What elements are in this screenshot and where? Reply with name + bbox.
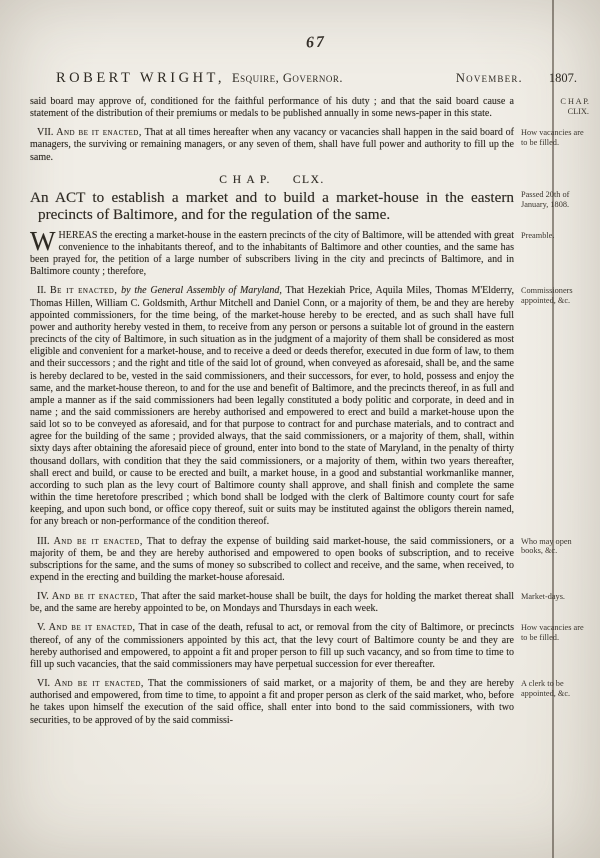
enacting-clause: And be it enacted, <box>48 622 136 634</box>
governor-title: Esquire, Governor. <box>231 71 344 85</box>
margin-note-vacancies-filled: How vacancies are to be filled. <box>521 623 584 643</box>
section-body: That after the said market-house shall be built, the days for holding the market thereat shall be, and the same are hereby appointed to be, on Mondays and Thursdays in each week. <box>30 591 515 615</box>
prev-chapter-body: said board may approve of, conditioned for the faithful performance of his duty ; and that the said board cause a statement of the distribution of their premiums or medals to be published annually in some news-paper in this state. <box>30 96 514 120</box>
section-vi-paragraph <box>30 678 571 727</box>
section-number: III. <box>37 535 50 547</box>
margin-note-chap-clix: C H A P. CLIX. <box>560 97 589 116</box>
prev-chapter-closing-paragraph <box>30 96 589 120</box>
running-head <box>30 70 577 87</box>
chapter-label: C H A P. <box>219 173 271 186</box>
enacting-clause: And be it enacted, <box>56 127 142 139</box>
margin-note-vacancies: How vacancies are to be filled. <box>521 128 584 148</box>
enacting-clause: And be it enacted, <box>51 591 139 603</box>
margin-note-preamble: Preamble. <box>521 230 555 240</box>
section-iii-paragraph <box>30 535 572 585</box>
section-v-paragraph <box>30 622 584 671</box>
section-ii-paragraph <box>30 285 573 528</box>
section-iv-paragraph <box>30 591 566 615</box>
text-column <box>30 70 589 734</box>
enacting-authority: by the General Assembly of Maryland, <box>121 285 282 297</box>
page-number: 67 <box>305 33 327 52</box>
section-number: VII. <box>37 127 54 139</box>
section-number: II. <box>37 285 47 297</box>
preamble-first-word: HEREAS <box>58 229 98 241</box>
preamble-paragraph <box>30 225 555 279</box>
margin-note-passed-date: Passed 20th of January, 1808. <box>521 189 570 209</box>
dropcap-letter: W <box>30 225 56 256</box>
enacting-clause: And be it enacted, <box>54 678 144 690</box>
section-body: That the commissioners of said market, or a majority of them, be and they are hereby authorised and empowered, from time to time, to appoint a fit and proper person as clerk of the said market, who, before he takes upon himself the execution of the said office, shall enter into bond to the said commissioners, with two securities, to be approved of by the said commissi- <box>30 678 514 726</box>
section-body: That Hezekiah Price, Aquila Miles, Thomas M'Elderry, Thomas Hillen, William C. Goldsmith, Arthur Mitchell and Daniel Conn, or a majority of them, be and they are hereby appointed commissioners, for the time being, of the market-house hereby to be erected, and as such shall have full power and authority hereby vested in them, to receive from any person or persons a suitable lot of ground in the eastern precincts of the city of Baltimore, in such situation as in the judgment of a majority of them shall be considered as most eligible and convenient for a market-house, and to receive a deed or deeds therefor, executed in due form of law, to them and their successors ; and the right and title of the said lot of ground, when conveyed as aforesaid, shall be, and the same is hereby declared to be, vested in the said commissioners, and their successors, for ever, to hold, possess and enjoy the same, and the market-house thereon, to and for the use and benefit of Baltimore, and the precincts thereof, in as full and ample a manner as if the said commissioners had been legally constituted a body politic and corporate, in deed and in name ; and the said commissioners are hereby authorised and empowered to erect and build a market-house upon the said lot so to be conveyed as aforesaid, and for that purpose to contract for and purchase materials, and to contract and agree for the building of the same ; provided always, that the said commissioners, or a majority of them, shall, within sixty days after obtaining the aforesaid piece of ground, enter into bond to the state of Maryland, in the penalty of thirty thousand dollars, with condition that they the said commissioners, or a majority of them, within two years thereafter, shall erect and build, or cause to be erected and built, a market house, in a good and substantial workmanlike manner, according to such plan as the levy court of Baltimore county shall approve, and shall finish and complete the same within the time heretofore prescribed ; which bond shall be lodged with the clerk of Baltimore county court for safe keeping, and upon such bond, or office copy thereof, suit or suits may be instituted against the obligors therein named, for any breach or non-performance of the condition thereof. <box>30 285 515 528</box>
enacting-clause: Be it enacted, <box>49 285 118 297</box>
margin-note-subscription-books: Who may open books, &c. <box>521 536 572 556</box>
preamble-body: the erecting a market-house in the eastern precincts of the city of Baltimore, will be attended with great convenience to the inhabitants thereof, and to the inhabitants of Baltimore and other counties, and the same has been prayed for, the petition of a large number of subscribers living in the city and precincts of Baltimore, and in Baltimore county ; therefore, <box>30 229 515 278</box>
margin-note-market-days: Market-days. <box>521 592 566 602</box>
chapter-clx-heading <box>30 174 514 186</box>
session-month: November. <box>455 71 523 85</box>
act-title: An ACT to establish a market and to build a market-house in the eastern precincts of Baltimore, and for the regulation of the same. Passed 20th of January, 1808. <box>30 189 514 223</box>
governor-name: ROBERT WRIGHT, <box>56 70 225 86</box>
section-vii-paragraph <box>30 127 584 163</box>
section-number: VI. <box>37 678 51 690</box>
section-body: That in case of the death, refusal to act, or removal from the city of Baltimore, or precincts thereof, of any of the commissioners appointed by this act, that the levy court of Baltimore county be and they are hereby authorised and empowered, to appoint a fit and proper person to fill up such vacancy, and so from time to time to fill up such vacancies, that the said commissioners may have perpetual succession for ever thereafter. <box>30 622 515 670</box>
section-body: That at all times hereafter when any vacancy or vacancies shall happen in the said board of managers, the surviving or remaining managers, or any seven of them, shall have full power and authority to fill up the same. <box>30 127 515 163</box>
enacting-clause: And be it enacted, <box>53 535 143 547</box>
margin-note-clerk-appointed: A clerk to be appointed, &c. <box>521 679 571 698</box>
chapter-numeral: CLX. <box>292 173 325 186</box>
section-body: That to defray the expense of building said market-house, the said commissioners, or a majority of them, be and they are hereby authorised and empowered to open books of subscription, and to receive subscriptions for the same, and the sums of money so subscribed to collect and receive, and the same, when received, to expend in the erecting and building the market-house aforesaid. <box>30 535 514 583</box>
session-year: 1807. <box>548 71 577 85</box>
section-number: IV. <box>37 591 49 603</box>
margin-note-commissioners: Commissioners appointed, &c. <box>521 286 573 306</box>
section-number: V. <box>37 622 46 634</box>
